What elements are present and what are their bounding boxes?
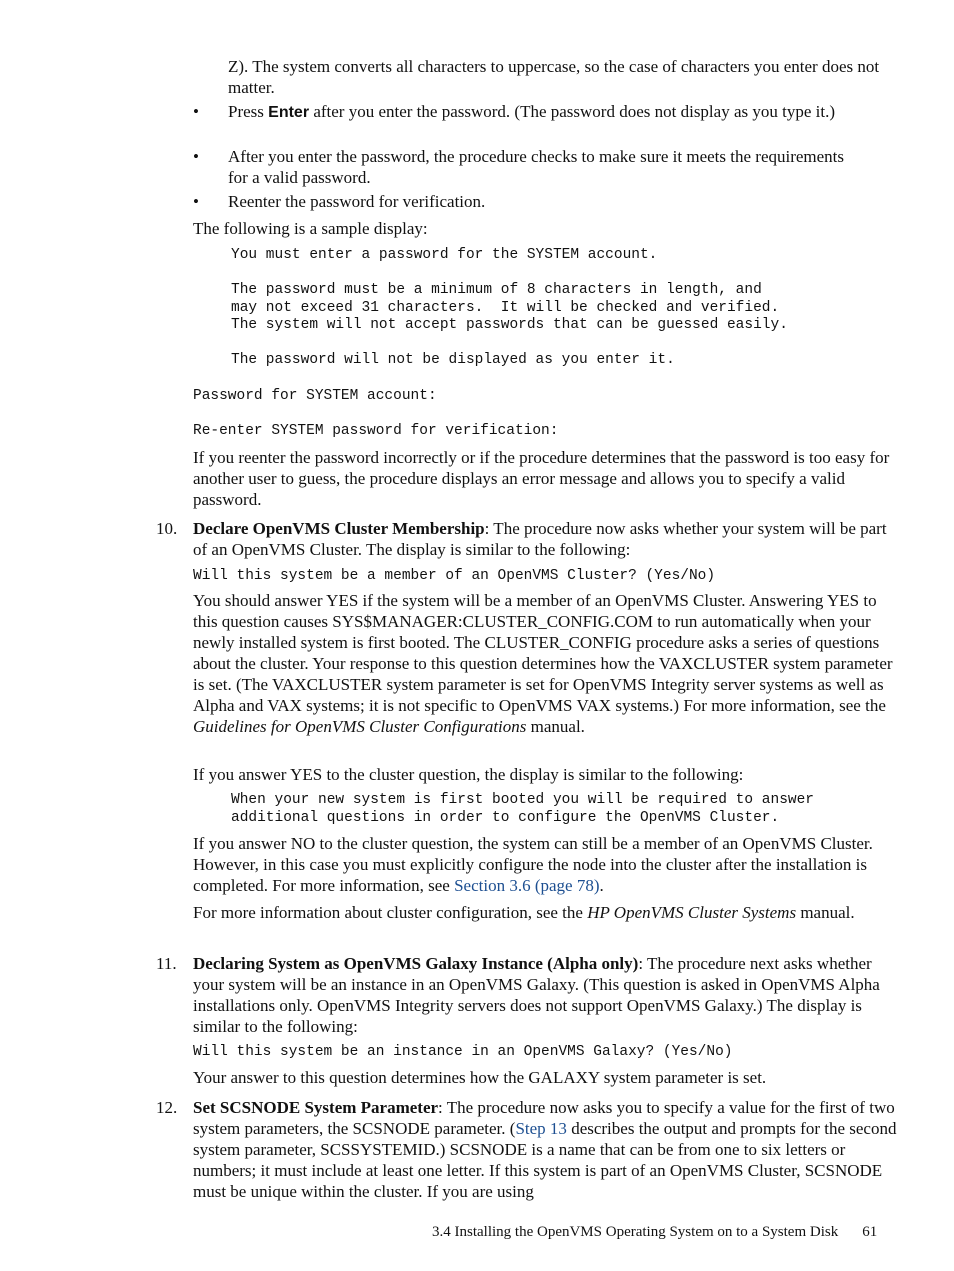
cluster-yes-intro: If you answer YES to the cluster question, the display is similar to the following: <box>193 765 744 784</box>
step-11-heading: Declaring System as OpenVMS Galaxy Instance (Alpha only): The procedure next asks whether your system will be an instance in an OpenVMS Galaxy. (This question is asked in OpenVMS Alpha installations only. OpenVMS Integrity servers does not support OpenVMS Galaxy.) The display is similar to the following: <box>193 954 880 1036</box>
bullet-marker: • <box>193 102 199 121</box>
cluster-systems-title: HP OpenVMS Cluster Systems <box>587 903 797 922</box>
enter-key-label: Enter <box>268 104 310 121</box>
bullet-marker: • <box>193 192 199 211</box>
page-number: 61 <box>862 1224 878 1240</box>
sample-display-intro: The following is a sample display: <box>193 219 428 238</box>
step-10-number: 10. <box>156 519 178 538</box>
footer-section-title: 3.4 Installing the OpenVMS Operating System on to a System Disk <box>432 1224 839 1240</box>
cluster-answer-text: You should answer YES if the system will be a member of an OpenVMS Cluster. Answering YES to this question causes SYS$MANAGER:CLUSTER_CONFIG.COM to run automatically when your newly installed system is first booted. The CLUSTER_CONFIG procedure asks a series of questions about the cluster. Your response to this question determines how the VAXCLUSTER system parameter is set. (The VAXCLUSTER system parameter is set for OpenVMS Integrity server systems as well as Alpha and VAX systems; it is not specific to OpenVMS VAX systems.) For more information, see the Guidelines for OpenVMS Cluster Configurations manual. <box>193 591 893 736</box>
step-10-heading: Declare OpenVMS Cluster Membership: The procedure now asks whether your system will be part of an OpenVMS Cluster. The display is similar to the following: <box>193 519 887 559</box>
cluster-yes-display: When your new system is first booted you will be required to answer additional questions in order to configure the OpenVMS Cluster. <box>231 792 814 826</box>
sample-display-block: You must enter a password for the SYSTEM account. The password must be a minimum of 8 characters in length, and may not exceed 31 characters. It will be checked and verified. The system will not accept passwords that can be guessed easily. The password will not be displayed as you enter it. <box>231 247 788 368</box>
system-password-prompt: Password for SYSTEM account: <box>193 388 437 404</box>
bullet-press-enter: Press Enter after you enter the password. (The password does not display as you type it.) <box>228 102 835 121</box>
cluster-member-prompt: Will this system be a member of an OpenVMS Cluster? (Yes/No) <box>193 568 716 584</box>
step-13-link[interactable]: Step 13 <box>515 1119 567 1138</box>
step-10-title: Declare OpenVMS Cluster Membership <box>193 519 485 538</box>
cluster-guidelines-title: Guidelines for OpenVMS Cluster Configurations <box>193 717 527 736</box>
bullet-reenter: Reenter the password for verification. <box>228 192 486 211</box>
bullet-password-check: After you enter the password, the procedure checks to make sure it meets the requirements for a valid password. <box>228 147 845 187</box>
step-12-title: Set SCSNODE System Parameter <box>193 1098 439 1117</box>
galaxy-answer-text: Your answer to this question determines how the GALAXY system parameter is set. <box>193 1068 767 1087</box>
step-11-title: Declaring System as OpenVMS Galaxy Instance (Alpha only) <box>193 954 639 973</box>
step-12-heading: Set SCSNODE System Parameter: The procedure now asks you to specify a value for the first of two system parameters, the SCSNODE parameter. (Step 13 describes the output and prompts for the second system parameter, SCSSYSTEMID.) SCSNODE is a name that can be from one to six letters or numbers; it must include at least one letter. If this system is part of an OpenVMS Cluster, SCSNODE must be unique within the cluster. If you are using <box>193 1098 897 1201</box>
step-11-number: 11. <box>156 954 177 973</box>
cluster-no-text: If you answer NO to the cluster question, the system can still be a member of an OpenVMS Cluster. However, in this case you must explicitly configure the node into the cluster after the installation is completed. For more information, see Section 3.6 (page 78). <box>193 834 873 895</box>
section-3-6-link[interactable]: Section 3.6 (page 78) <box>454 876 600 895</box>
galaxy-instance-prompt: Will this system be an instance in an OpenVMS Galaxy? (Yes/No) <box>193 1044 733 1060</box>
cluster-more-info: For more information about cluster configuration, see the HP OpenVMS Cluster Systems manual. <box>193 903 855 922</box>
page-footer <box>432 1222 877 1242</box>
password-rules-continuation: Z). The system converts all characters to uppercase, so the case of characters you enter does not matter. <box>228 57 880 97</box>
bullet-marker: • <box>193 147 199 166</box>
reenter-note: If you reenter the password incorrectly or if the procedure determines that the password is too easy for another user to guess, the procedure displays an error message and allows you to specify a valid password. <box>193 448 890 509</box>
step-12-number: 12. <box>156 1098 178 1117</box>
reenter-password-prompt: Re-enter SYSTEM password for verification: <box>193 423 559 439</box>
